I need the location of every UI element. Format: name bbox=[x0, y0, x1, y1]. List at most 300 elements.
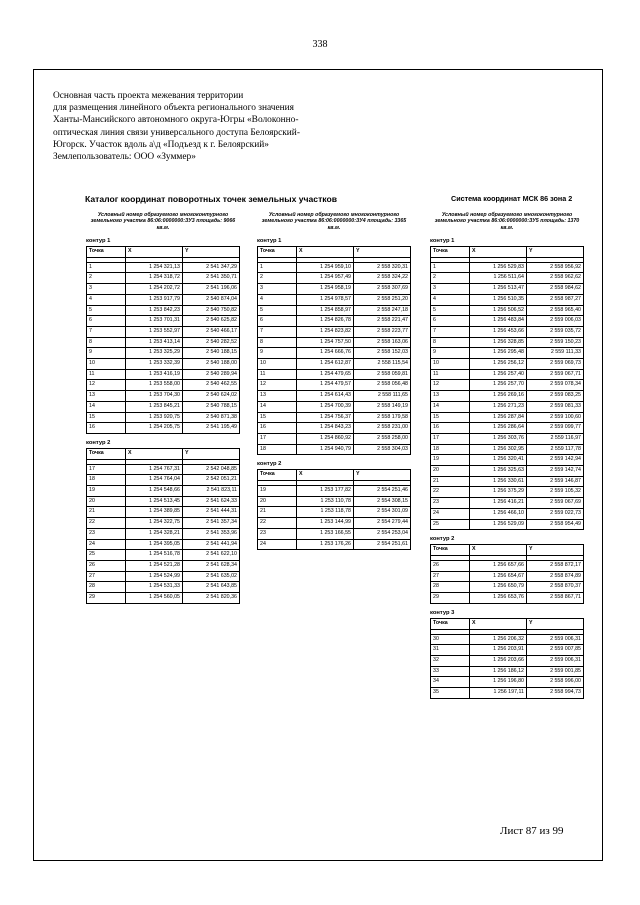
point-number-cell: 33 bbox=[431, 666, 470, 677]
coordinates-table bbox=[430, 544, 584, 604]
x-coordinate-cell: 1 254 531,33 bbox=[126, 582, 183, 593]
y-column-header: Y bbox=[183, 247, 240, 258]
y-coordinate-cell: 2 558 870,37 bbox=[527, 582, 584, 593]
y-coordinate-cell: 2 559 150,23 bbox=[527, 337, 584, 348]
table-row bbox=[87, 284, 240, 295]
point-number-cell: 16 bbox=[258, 423, 297, 434]
x-coordinate-cell: 1 256 529,09 bbox=[470, 519, 527, 530]
y-coordinate-cell: 2 558 965,40 bbox=[527, 305, 584, 316]
x-coordinate-cell: 1 253 118,78 bbox=[297, 507, 354, 518]
x-coordinate-cell: 1 253 552,97 bbox=[126, 326, 183, 337]
table-row bbox=[431, 582, 584, 593]
x-coordinate-cell: 1 256 513,47 bbox=[470, 284, 527, 295]
point-number-cell: 28 bbox=[87, 582, 126, 593]
table-row bbox=[87, 593, 240, 604]
point-number-cell: 31 bbox=[431, 645, 470, 656]
table-row bbox=[258, 401, 411, 412]
point-number-cell: 4 bbox=[258, 294, 297, 305]
point-number-cell: 6 bbox=[87, 316, 126, 327]
x-coordinate-cell: 1 256 483,84 bbox=[470, 316, 527, 327]
x-coordinate-cell: 1 254 524,99 bbox=[126, 571, 183, 582]
x-coordinate-cell: 1 256 511,64 bbox=[470, 273, 527, 284]
y-coordinate-cell: 2 559 035,72 bbox=[527, 326, 584, 337]
table-row bbox=[258, 496, 411, 507]
point-number-cell: 17 bbox=[87, 464, 126, 475]
x-coordinate-cell: 1 254 328,21 bbox=[126, 528, 183, 539]
table-row bbox=[258, 528, 411, 539]
table-header-row bbox=[258, 470, 411, 481]
y-column-header: Y bbox=[527, 247, 584, 258]
table-row bbox=[258, 518, 411, 529]
point-number-cell: 27 bbox=[87, 571, 126, 582]
point-number-cell: 14 bbox=[431, 401, 470, 412]
point-number-cell: 9 bbox=[258, 348, 297, 359]
x-coordinate-cell: 1 256 287,84 bbox=[470, 412, 527, 423]
table-row bbox=[87, 273, 240, 284]
table-row bbox=[431, 645, 584, 656]
x-coordinate-cell: 1 256 303,76 bbox=[470, 433, 527, 444]
y-coordinate-cell: 2 559 067,69 bbox=[527, 498, 584, 509]
x-coordinate-cell: 1 253 325,29 bbox=[126, 348, 183, 359]
x-coordinate-cell: 1 256 269,16 bbox=[470, 391, 527, 402]
intro-text bbox=[53, 90, 373, 163]
coordinates-table bbox=[430, 618, 584, 699]
y-coordinate-cell: 2 558 954,49 bbox=[527, 519, 584, 530]
y-coordinate-cell: 2 541 622,10 bbox=[183, 550, 240, 561]
table-row bbox=[258, 348, 411, 359]
x-coordinate-cell: 1 256 654,67 bbox=[470, 571, 527, 582]
point-number-cell: 5 bbox=[431, 305, 470, 316]
point-number-cell: 2 bbox=[258, 273, 297, 284]
y-coordinate-cell: 2 540 750,82 bbox=[183, 305, 240, 316]
x-coordinate-cell: 1 256 328,85 bbox=[470, 337, 527, 348]
point-number-cell: 4 bbox=[87, 294, 126, 305]
x-coordinate-cell: 1 254 612,87 bbox=[297, 359, 354, 370]
y-coordinate-cell: 2 558 994,73 bbox=[527, 688, 584, 699]
point-number-cell: 26 bbox=[87, 560, 126, 571]
x-coordinate-cell: 1 254 978,57 bbox=[297, 294, 354, 305]
catalog-title: Каталог координат поворотных точек земельных участков bbox=[85, 194, 337, 204]
point-number-cell: 16 bbox=[431, 423, 470, 434]
y-coordinate-cell: 2 558 056,48 bbox=[354, 380, 411, 391]
y-coordinate-cell: 2 558 149,19 bbox=[354, 401, 411, 412]
x-coordinate-cell: 1 253 413,14 bbox=[126, 337, 183, 348]
y-coordinate-cell: 2 558 304,03 bbox=[354, 444, 411, 455]
x-column-header: X bbox=[470, 545, 527, 556]
x-coordinate-cell: 1 254 957,49 bbox=[297, 273, 354, 284]
point-number-cell: 11 bbox=[87, 369, 126, 380]
y-coordinate-cell: 2 559 069,73 bbox=[527, 359, 584, 370]
x-coordinate-cell: 1 256 206,32 bbox=[470, 634, 527, 645]
x-coordinate-cell: 1 256 325,63 bbox=[470, 466, 527, 477]
table-row bbox=[87, 391, 240, 402]
coordinates-table bbox=[257, 469, 411, 550]
x-coordinate-cell: 1 254 560,05 bbox=[126, 593, 183, 604]
table-row bbox=[87, 423, 240, 434]
x-coordinate-cell: 1 253 176,26 bbox=[297, 539, 354, 550]
y-coordinate-cell: 2 558 867,71 bbox=[527, 593, 584, 604]
contour-section bbox=[430, 536, 584, 604]
point-number-cell: 19 bbox=[258, 486, 297, 497]
y-coordinate-cell: 2 554 301,09 bbox=[354, 507, 411, 518]
y-coordinate-cell: 2 558 962,62 bbox=[527, 273, 584, 284]
x-coordinate-cell: 1 256 256,12 bbox=[470, 359, 527, 370]
point-number-cell: 12 bbox=[87, 380, 126, 391]
table-row bbox=[431, 423, 584, 434]
table-row bbox=[431, 337, 584, 348]
x-coordinate-cell: 1 254 858,97 bbox=[297, 305, 354, 316]
table-row bbox=[87, 518, 240, 529]
point-number-cell: 13 bbox=[258, 391, 297, 402]
y-coordinate-cell: 2 559 100,60 bbox=[527, 412, 584, 423]
x-coordinate-cell: 1 253 701,31 bbox=[126, 316, 183, 327]
x-coordinate-cell: 1 254 860,92 bbox=[297, 433, 354, 444]
point-number-cell: 27 bbox=[431, 571, 470, 582]
point-number-cell: 2 bbox=[87, 273, 126, 284]
y-coordinate-cell: 2 558 111,65 bbox=[354, 391, 411, 402]
table-row bbox=[431, 666, 584, 677]
contour-label: контур 1 bbox=[430, 238, 455, 244]
y-coordinate-cell: 2 540 788,15 bbox=[183, 401, 240, 412]
intro-line: Основная часть проекта межевания территории bbox=[53, 91, 244, 101]
table-row bbox=[258, 539, 411, 550]
table-row bbox=[258, 262, 411, 273]
point-number-cell: 7 bbox=[431, 326, 470, 337]
x-coordinate-cell: 1 254 513,45 bbox=[126, 496, 183, 507]
point-number-cell: 29 bbox=[431, 593, 470, 604]
table-row bbox=[431, 634, 584, 645]
table-row bbox=[258, 433, 411, 444]
table-row bbox=[431, 688, 584, 699]
x-coordinate-cell: 1 256 257,70 bbox=[470, 380, 527, 391]
table-row bbox=[431, 273, 584, 284]
y-coordinate-cell: 2 554 251,61 bbox=[354, 539, 411, 550]
point-number-cell: 8 bbox=[258, 337, 297, 348]
point-column-header: Точка bbox=[258, 470, 297, 481]
parcel-column-1 bbox=[86, 212, 240, 604]
x-coordinate-cell: 1 253 845,21 bbox=[126, 401, 183, 412]
point-number-cell: 22 bbox=[431, 487, 470, 498]
table-row bbox=[431, 476, 584, 487]
y-coordinate-cell: 2 542 048,85 bbox=[183, 464, 240, 475]
point-column-header: Точка bbox=[431, 545, 470, 556]
page-number: 338 bbox=[312, 39, 328, 50]
y-coordinate-cell: 2 559 081,33 bbox=[527, 401, 584, 412]
point-number-cell: 4 bbox=[431, 294, 470, 305]
point-number-cell: 10 bbox=[431, 359, 470, 370]
point-number-cell: 34 bbox=[431, 677, 470, 688]
contour-label: контур 3 bbox=[430, 609, 455, 616]
sheet-footer: Лист 87 из 99 bbox=[500, 825, 564, 837]
contour-section bbox=[257, 461, 411, 550]
point-number-cell: 8 bbox=[431, 337, 470, 348]
point-number-cell: 12 bbox=[258, 380, 297, 391]
y-coordinate-cell: 2 541 823,11 bbox=[183, 486, 240, 497]
table-row bbox=[87, 369, 240, 380]
point-number-cell: 11 bbox=[431, 369, 470, 380]
x-coordinate-cell: 1 254 959,10 bbox=[297, 262, 354, 273]
x-coordinate-cell: 1 253 166,55 bbox=[297, 528, 354, 539]
point-number-cell: 17 bbox=[431, 433, 470, 444]
x-coordinate-cell: 1 254 395,05 bbox=[126, 539, 183, 550]
coordinates-table bbox=[430, 246, 584, 530]
contour-label: контур 2 bbox=[430, 536, 455, 543]
point-number-cell: 19 bbox=[431, 455, 470, 466]
table-row bbox=[87, 305, 240, 316]
y-coordinate-cell: 2 540 466,17 bbox=[183, 326, 240, 337]
point-number-cell: 18 bbox=[431, 444, 470, 455]
y-coordinate-cell: 2 541 444,31 bbox=[183, 507, 240, 518]
point-column-header: Точка bbox=[431, 247, 470, 258]
table-row bbox=[431, 677, 584, 688]
point-number-cell: 24 bbox=[431, 508, 470, 519]
y-coordinate-cell: 2 541 820,36 bbox=[183, 593, 240, 604]
point-number-cell: 1 bbox=[87, 262, 126, 273]
x-coordinate-cell: 1 256 203,66 bbox=[470, 655, 527, 666]
coordinates-table bbox=[86, 246, 240, 434]
table-row bbox=[87, 348, 240, 359]
y-coordinate-cell: 2 540 871,38 bbox=[183, 412, 240, 423]
contour-section bbox=[86, 238, 240, 434]
table-row bbox=[431, 444, 584, 455]
point-number-cell: 7 bbox=[87, 326, 126, 337]
y-coordinate-cell: 2 559 022,73 bbox=[527, 508, 584, 519]
y-column-header: Y bbox=[527, 618, 584, 629]
table-row bbox=[87, 560, 240, 571]
y-column-header: Y bbox=[527, 545, 584, 556]
intro-line: для размещения линейного объекта регионального значения bbox=[53, 103, 294, 114]
table-row bbox=[87, 528, 240, 539]
x-coordinate-cell: 1 254 389,85 bbox=[126, 507, 183, 518]
point-number-cell: 12 bbox=[431, 380, 470, 391]
point-number-cell: 20 bbox=[431, 466, 470, 477]
x-coordinate-cell: 1 254 205,75 bbox=[126, 423, 183, 434]
table-row bbox=[258, 486, 411, 497]
x-column-header: X bbox=[297, 247, 354, 258]
table-header-row bbox=[258, 247, 411, 258]
y-coordinate-cell: 2 559 006,31 bbox=[527, 634, 584, 645]
x-coordinate-cell: 1 256 286,64 bbox=[470, 423, 527, 434]
x-coordinate-cell: 1 256 466,10 bbox=[470, 508, 527, 519]
contour-section bbox=[257, 238, 411, 455]
x-column-header: X bbox=[126, 247, 183, 258]
y-coordinate-cell: 2 540 188,15 bbox=[183, 348, 240, 359]
y-coordinate-cell: 2 558 152,03 bbox=[354, 348, 411, 359]
table-row bbox=[87, 582, 240, 593]
point-number-cell: 26 bbox=[431, 560, 470, 571]
table-row bbox=[431, 326, 584, 337]
point-number-cell: 2 bbox=[431, 273, 470, 284]
table-row bbox=[431, 519, 584, 530]
parcel-column-3 bbox=[430, 212, 584, 699]
y-coordinate-cell: 2 540 462,55 bbox=[183, 380, 240, 391]
point-number-cell: 8 bbox=[87, 337, 126, 348]
point-number-cell: 14 bbox=[258, 401, 297, 412]
y-coordinate-cell: 2 558 996,00 bbox=[527, 677, 584, 688]
x-coordinate-cell: 1 253 177,82 bbox=[297, 486, 354, 497]
y-coordinate-cell: 2 554 279,44 bbox=[354, 518, 411, 529]
y-coordinate-cell: 2 540 289,94 bbox=[183, 369, 240, 380]
contour-label: контур 2 bbox=[257, 461, 282, 468]
y-column-header: Y bbox=[354, 247, 411, 258]
point-number-cell: 18 bbox=[258, 444, 297, 455]
table-row bbox=[258, 380, 411, 391]
y-coordinate-cell: 2 540 874,04 bbox=[183, 294, 240, 305]
y-column-header: Y bbox=[183, 448, 240, 459]
x-coordinate-cell: 1 253 558,00 bbox=[126, 380, 183, 391]
point-number-cell: 9 bbox=[431, 348, 470, 359]
crs-title: Система координат МСК 86 зона 2 bbox=[451, 194, 573, 203]
point-number-cell: 1 bbox=[258, 262, 297, 273]
x-coordinate-cell: 1 254 767,31 bbox=[126, 464, 183, 475]
table-row bbox=[258, 507, 411, 518]
point-number-cell: 29 bbox=[87, 593, 126, 604]
y-coordinate-cell: 2 540 625,82 bbox=[183, 316, 240, 327]
table-header-row bbox=[87, 448, 240, 459]
point-number-cell: 21 bbox=[258, 507, 297, 518]
table-row bbox=[431, 560, 584, 571]
x-coordinate-cell: 1 253 842,23 bbox=[126, 305, 183, 316]
table-row bbox=[431, 348, 584, 359]
point-number-cell: 16 bbox=[87, 423, 126, 434]
point-number-cell: 5 bbox=[258, 305, 297, 316]
table-row bbox=[87, 359, 240, 370]
table-row bbox=[258, 359, 411, 370]
point-column-header: Точка bbox=[87, 448, 126, 459]
table-row bbox=[431, 294, 584, 305]
point-number-cell: 21 bbox=[431, 476, 470, 487]
x-coordinate-cell: 1 256 657,66 bbox=[470, 560, 527, 571]
x-coordinate-cell: 1 256 375,29 bbox=[470, 487, 527, 498]
intro-line: Ханты-Мансийского автономного округа-Югры «Волоконно- bbox=[53, 115, 299, 126]
point-number-cell: 9 bbox=[87, 348, 126, 359]
point-column-header: Точка bbox=[87, 247, 126, 258]
x-coordinate-cell: 1 253 144,99 bbox=[297, 518, 354, 529]
x-coordinate-cell: 1 256 271,23 bbox=[470, 401, 527, 412]
x-coordinate-cell: 1 254 321,13 bbox=[126, 262, 183, 273]
x-coordinate-cell: 1 254 843,23 bbox=[297, 423, 354, 434]
y-coordinate-cell: 2 554 251,46 bbox=[354, 486, 411, 497]
y-coordinate-cell: 2 558 223,77 bbox=[354, 326, 411, 337]
point-number-cell: 15 bbox=[87, 412, 126, 423]
y-coordinate-cell: 2 558 179,58 bbox=[354, 412, 411, 423]
point-number-cell: 17 bbox=[258, 433, 297, 444]
y-coordinate-cell: 2 558 987,27 bbox=[527, 294, 584, 305]
parcel-column-2 bbox=[257, 212, 411, 550]
table-row bbox=[87, 464, 240, 475]
table-row bbox=[431, 401, 584, 412]
y-coordinate-cell: 2 558 221,47 bbox=[354, 316, 411, 327]
y-coordinate-cell: 2 559 116,97 bbox=[527, 433, 584, 444]
table-row bbox=[87, 539, 240, 550]
x-coordinate-cell: 1 256 529,83 bbox=[470, 262, 527, 273]
x-coordinate-cell: 1 253 704,30 bbox=[126, 391, 183, 402]
parcel-heading: Условный номер образуемого многоконтурного земельного участка 86:06:0000000:ЗУ3 площадь: 9066 кв.м. bbox=[90, 212, 236, 231]
y-coordinate-cell: 2 558 115,54 bbox=[354, 359, 411, 370]
table-row bbox=[87, 262, 240, 273]
table-row bbox=[431, 487, 584, 498]
point-number-cell: 35 bbox=[431, 688, 470, 699]
point-number-cell: 10 bbox=[258, 359, 297, 370]
y-coordinate-cell: 2 558 320,31 bbox=[354, 262, 411, 273]
table-row bbox=[431, 316, 584, 327]
table-row bbox=[258, 273, 411, 284]
x-coordinate-cell: 1 256 330,61 bbox=[470, 476, 527, 487]
x-coordinate-cell: 1 256 186,12 bbox=[470, 666, 527, 677]
y-coordinate-cell: 2 558 059,81 bbox=[354, 369, 411, 380]
table-row bbox=[87, 412, 240, 423]
x-coordinate-cell: 1 254 202,72 bbox=[126, 284, 183, 295]
point-number-cell: 22 bbox=[87, 518, 126, 529]
table-row bbox=[258, 444, 411, 455]
x-coordinate-cell: 1 256 257,40 bbox=[470, 369, 527, 380]
y-coordinate-cell: 2 554 308,15 bbox=[354, 496, 411, 507]
x-coordinate-cell: 1 253 332,39 bbox=[126, 359, 183, 370]
x-coordinate-cell: 1 253 416,19 bbox=[126, 369, 183, 380]
table-row bbox=[258, 294, 411, 305]
table-row bbox=[87, 316, 240, 327]
x-coordinate-cell: 1 254 614,43 bbox=[297, 391, 354, 402]
point-number-cell: 24 bbox=[87, 539, 126, 550]
x-column-header: X bbox=[470, 618, 527, 629]
point-number-cell: 32 bbox=[431, 655, 470, 666]
point-number-cell: 22 bbox=[258, 518, 297, 529]
point-number-cell: 6 bbox=[431, 316, 470, 327]
table-row bbox=[87, 475, 240, 486]
table-row bbox=[258, 305, 411, 316]
table-row bbox=[87, 326, 240, 337]
coordinates-table bbox=[257, 246, 411, 455]
table-row bbox=[431, 498, 584, 509]
y-coordinate-cell: 2 559 006,03 bbox=[527, 316, 584, 327]
y-coordinate-cell: 2 558 324,22 bbox=[354, 273, 411, 284]
table-row bbox=[87, 380, 240, 391]
x-column-header: X bbox=[470, 247, 527, 258]
y-coordinate-cell: 2 541 195,49 bbox=[183, 423, 240, 434]
point-number-cell: 10 bbox=[87, 359, 126, 370]
x-column-header: X bbox=[126, 448, 183, 459]
y-coordinate-cell: 2 541 357,34 bbox=[183, 518, 240, 529]
contour-section bbox=[430, 238, 584, 530]
y-coordinate-cell: 2 541 624,33 bbox=[183, 496, 240, 507]
table-row bbox=[431, 655, 584, 666]
x-coordinate-cell: 1 256 453,66 bbox=[470, 326, 527, 337]
point-number-cell: 25 bbox=[87, 550, 126, 561]
point-number-cell: 5 bbox=[87, 305, 126, 316]
y-coordinate-cell: 2 559 105,32 bbox=[527, 487, 584, 498]
x-coordinate-cell: 1 253 917,79 bbox=[126, 294, 183, 305]
table-row bbox=[431, 305, 584, 316]
y-coordinate-cell: 2 558 251,20 bbox=[354, 294, 411, 305]
x-coordinate-cell: 1 256 302,95 bbox=[470, 444, 527, 455]
table-row bbox=[431, 455, 584, 466]
intro-line: оптическая линия связи универсального доступа Белоярский- bbox=[53, 127, 300, 138]
y-coordinate-cell: 2 542 051,21 bbox=[183, 475, 240, 486]
y-coordinate-cell: 2 541 350,71 bbox=[183, 273, 240, 284]
point-number-cell: 24 bbox=[258, 539, 297, 550]
x-coordinate-cell: 1 256 653,76 bbox=[470, 593, 527, 604]
table-row bbox=[431, 359, 584, 370]
point-number-cell: 23 bbox=[258, 528, 297, 539]
table-row bbox=[431, 466, 584, 477]
x-coordinate-cell: 1 254 756,37 bbox=[297, 412, 354, 423]
intro-line: Землепользователь: ООО «Зуммер» bbox=[53, 152, 196, 163]
y-coordinate-cell: 2 559 146,87 bbox=[527, 476, 584, 487]
y-coordinate-cell: 2 541 635,02 bbox=[183, 571, 240, 582]
table-row bbox=[431, 433, 584, 444]
point-number-cell: 15 bbox=[431, 412, 470, 423]
y-coordinate-cell: 2 559 111,33 bbox=[527, 348, 584, 359]
